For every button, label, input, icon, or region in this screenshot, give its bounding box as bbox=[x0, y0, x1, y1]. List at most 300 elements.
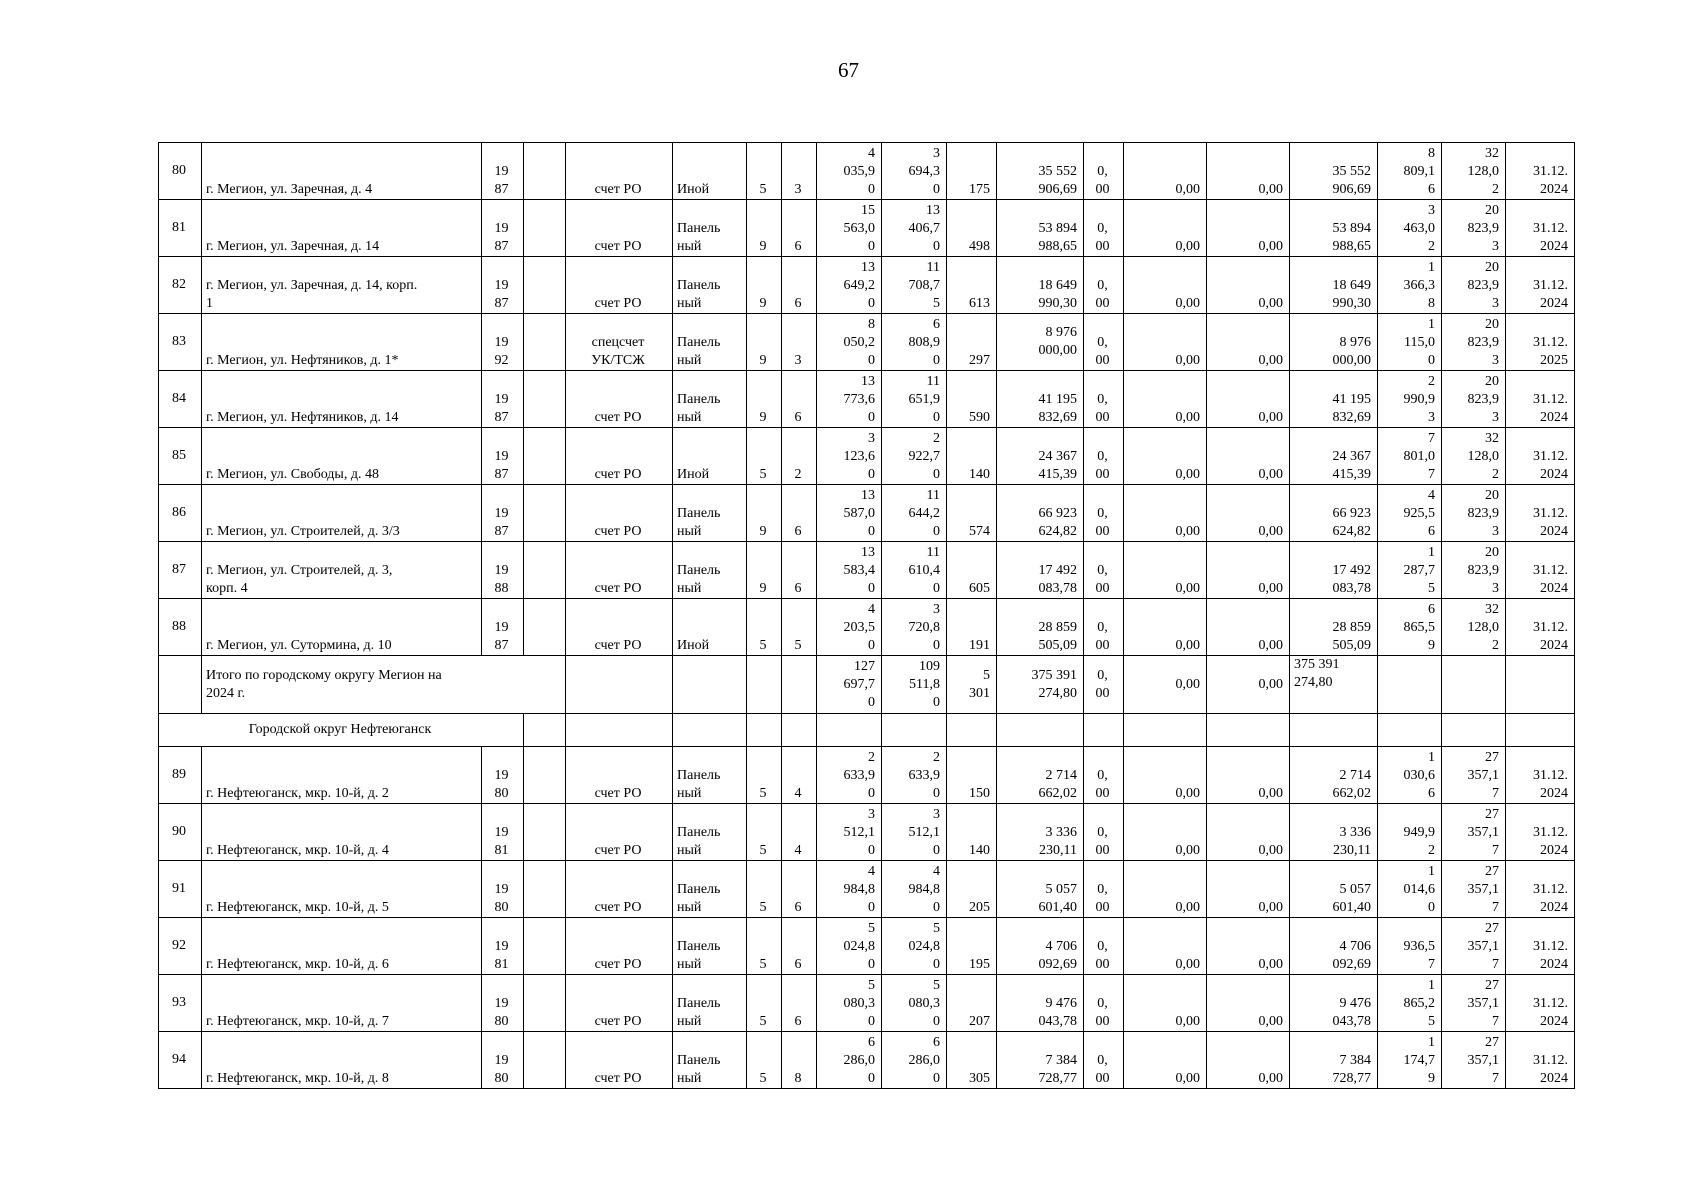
account-cell-line: счет РО bbox=[594, 182, 642, 197]
owners-funds-cell-line: 832,69 bbox=[1332, 410, 1371, 425]
deadline-cell-line: 31.12. bbox=[1533, 392, 1568, 407]
unit-cost-cell-line: 990,9 bbox=[1403, 392, 1435, 407]
empty-cell bbox=[817, 714, 882, 747]
wall-material-cell bbox=[673, 804, 747, 861]
total-area-cell bbox=[817, 975, 882, 1032]
living-area-cell-line: 708,7 bbox=[908, 278, 940, 293]
local-budget-cell: 0,00 bbox=[1207, 257, 1290, 314]
wall-material-cell bbox=[673, 200, 747, 257]
wall-material-cell-line: Панель bbox=[677, 939, 721, 954]
empty-cell bbox=[1207, 714, 1290, 747]
wall-material-cell-line: ный bbox=[677, 1014, 702, 1029]
living-area-cell bbox=[882, 656, 947, 714]
residents-cell: 574 bbox=[947, 485, 997, 542]
fund-cell bbox=[1084, 804, 1124, 861]
unit-cost-cell bbox=[1378, 542, 1442, 599]
total-area-cell-line: 0 bbox=[868, 410, 875, 425]
empty-cell bbox=[524, 485, 566, 542]
total-row bbox=[159, 656, 1575, 714]
total-area-cell-line: 984,8 bbox=[843, 882, 875, 897]
max-unit-cost-cell bbox=[1442, 143, 1506, 200]
local-budget-cell: 0,00 bbox=[1207, 542, 1290, 599]
wall-material-cell bbox=[673, 918, 747, 975]
max-unit-cost-cell-line: 20 bbox=[1485, 203, 1499, 218]
year-cell-line: 19 bbox=[494, 939, 509, 954]
owners-funds-cell bbox=[1290, 428, 1378, 485]
entrances-cell: 6 bbox=[782, 485, 817, 542]
cost-cell-line: 415,39 bbox=[1038, 467, 1077, 482]
cost-cell-line: 375 391 bbox=[1031, 667, 1077, 683]
year-cell bbox=[482, 485, 524, 542]
owners-funds-cell bbox=[1290, 200, 1378, 257]
cost-cell-line: 18 649 bbox=[1038, 278, 1077, 293]
address-cell bbox=[202, 861, 482, 918]
living-area-cell-line: 0 bbox=[933, 638, 940, 653]
cost-cell-line: 906,69 bbox=[1038, 182, 1077, 197]
address-cell-line: г. Мегион, ул. Сутормина, д. 10 bbox=[206, 638, 392, 653]
address-cell-line: г. Нефтеюганск, мкр. 10-й, д. 7 bbox=[206, 1014, 389, 1029]
cost-cell-line: 9 476 bbox=[1045, 996, 1077, 1011]
living-area-cell bbox=[882, 428, 947, 485]
living-area-cell bbox=[882, 975, 947, 1032]
deadline-cell-line: 31.12. bbox=[1533, 335, 1568, 350]
account-cell-line: счет РО bbox=[594, 786, 642, 801]
living-area-cell-line: 13 bbox=[926, 203, 940, 218]
unit-cost-cell-line: 6 bbox=[1428, 786, 1435, 801]
fund-cell-line: 00 bbox=[1095, 638, 1110, 653]
unit-cost-cell bbox=[1378, 485, 1442, 542]
account-cell bbox=[566, 918, 673, 975]
wall-material-cell bbox=[673, 975, 747, 1032]
owners-funds-cell bbox=[1290, 485, 1378, 542]
address-cell bbox=[202, 804, 482, 861]
fund-cell bbox=[1084, 1032, 1124, 1089]
max-unit-cost-cell-line: 3 bbox=[1492, 239, 1499, 254]
row-number: 92 bbox=[159, 918, 202, 975]
total-area-cell-line: 123,6 bbox=[843, 449, 875, 464]
year-cell-line: 92 bbox=[494, 353, 509, 368]
deadline-cell-line: 2024 bbox=[1540, 786, 1568, 801]
living-area-cell bbox=[882, 599, 947, 656]
wall-material-cell bbox=[673, 314, 747, 371]
table-row bbox=[159, 599, 1575, 656]
max-unit-cost-cell-line: 7 bbox=[1492, 957, 1499, 972]
empty-cell bbox=[524, 200, 566, 257]
empty-cell bbox=[1506, 714, 1575, 747]
max-unit-cost-cell-line: 823,9 bbox=[1467, 335, 1499, 350]
unit-cost-cell-line: 865,2 bbox=[1403, 996, 1435, 1011]
wall-material-cell-line: ный bbox=[677, 410, 702, 425]
living-area-cell-line: 0 bbox=[933, 786, 940, 801]
year-cell bbox=[482, 747, 524, 804]
account-cell-line: УК/ТСЖ bbox=[591, 353, 645, 368]
deadline-cell-line: 31.12. bbox=[1533, 1053, 1568, 1068]
empty-cell bbox=[747, 714, 782, 747]
empty-cell bbox=[524, 747, 566, 804]
max-unit-cost-cell-line: 20 bbox=[1485, 374, 1499, 389]
owners-funds-cell-line: 4 706 bbox=[1339, 939, 1371, 954]
residents-cell: 297 bbox=[947, 314, 997, 371]
fund-cell-line: 0, bbox=[1097, 939, 1108, 954]
residents-cell bbox=[947, 656, 997, 714]
living-area-cell bbox=[882, 1032, 947, 1089]
year-cell-line: 80 bbox=[494, 786, 509, 801]
cost-cell bbox=[997, 599, 1084, 656]
living-area-cell-line: 0 bbox=[933, 410, 940, 425]
deadline-cell-line: 2024 bbox=[1540, 410, 1568, 425]
total-area-cell-line: 127 bbox=[854, 658, 875, 674]
max-unit-cost-cell-line: 357,1 bbox=[1467, 825, 1499, 840]
year-cell-line: 81 bbox=[494, 843, 509, 858]
empty-cell bbox=[1084, 714, 1124, 747]
table-row bbox=[159, 1032, 1575, 1089]
living-area-cell-line: 651,9 bbox=[908, 392, 940, 407]
max-unit-cost-cell bbox=[1442, 1032, 1506, 1089]
empty-cell bbox=[673, 656, 747, 714]
deadline-cell-line: 2024 bbox=[1540, 957, 1568, 972]
living-area-cell bbox=[882, 747, 947, 804]
max-unit-cost-cell bbox=[1442, 542, 1506, 599]
deadline-cell bbox=[1506, 804, 1575, 861]
wall-material-cell-line: ный bbox=[677, 843, 702, 858]
deadline-cell bbox=[1506, 861, 1575, 918]
entrances-cell: 6 bbox=[782, 975, 817, 1032]
deadline-cell-line: 31.12. bbox=[1533, 996, 1568, 1011]
table-row bbox=[159, 975, 1575, 1032]
cost-cell-line: 66 923 bbox=[1038, 506, 1077, 521]
total-area-cell-line: 080,3 bbox=[843, 996, 875, 1011]
total-area-cell-line: 512,1 bbox=[843, 825, 875, 840]
local-budget-cell: 0,00 bbox=[1207, 656, 1290, 714]
account-cell bbox=[566, 143, 673, 200]
cost-cell-line: 505,09 bbox=[1038, 638, 1077, 653]
unit-cost-cell-line: 0 bbox=[1428, 900, 1435, 915]
unit-cost-cell-line: 6 bbox=[1428, 182, 1435, 197]
max-unit-cost-cell-line: 823,9 bbox=[1467, 278, 1499, 293]
living-area-cell bbox=[882, 804, 947, 861]
budget-cell: 0,00 bbox=[1124, 314, 1207, 371]
deadline-cell-line: 2024 bbox=[1540, 1071, 1568, 1086]
wall-material-cell bbox=[673, 428, 747, 485]
owners-funds-cell bbox=[1290, 975, 1378, 1032]
unit-cost-cell bbox=[1378, 804, 1442, 861]
owners-funds-cell bbox=[1290, 143, 1378, 200]
empty-cell bbox=[159, 656, 202, 714]
local-budget-cell: 0,00 bbox=[1207, 371, 1290, 428]
owners-funds-cell-line: 41 195 bbox=[1332, 392, 1371, 407]
residents-cell: 207 bbox=[947, 975, 997, 1032]
fund-cell-line: 0, bbox=[1097, 1053, 1108, 1068]
unit-cost-cell bbox=[1378, 599, 1442, 656]
deadline-cell-line: 2024 bbox=[1540, 239, 1568, 254]
deadline-cell-line: 31.12. bbox=[1533, 563, 1568, 578]
wall-material-cell bbox=[673, 371, 747, 428]
year-cell bbox=[482, 861, 524, 918]
wall-material-cell-line: Панель bbox=[677, 1053, 721, 1068]
floors-cell: 5 bbox=[747, 599, 782, 656]
living-area-cell bbox=[882, 200, 947, 257]
address-cell bbox=[202, 975, 482, 1032]
fund-cell-line: 0, bbox=[1097, 449, 1108, 464]
cost-cell-line: 832,69 bbox=[1038, 410, 1077, 425]
account-cell bbox=[566, 428, 673, 485]
account-cell-line: счет РО bbox=[594, 900, 642, 915]
cost-cell-line: 3 336 bbox=[1045, 825, 1077, 840]
living-area-cell-line: 109 bbox=[919, 658, 940, 674]
year-cell bbox=[482, 371, 524, 428]
cost-cell bbox=[997, 200, 1084, 257]
deadline-cell bbox=[1506, 1032, 1575, 1089]
fund-cell bbox=[1084, 542, 1124, 599]
max-unit-cost-cell-line: 128,0 bbox=[1467, 449, 1499, 464]
unit-cost-cell-line: 9 bbox=[1428, 1071, 1435, 1086]
register-table bbox=[158, 142, 1575, 1089]
living-area-cell-line: 0 bbox=[933, 843, 940, 858]
deadline-cell-line: 31.12. bbox=[1533, 164, 1568, 179]
wall-material-cell-line: Панель bbox=[677, 563, 721, 578]
wall-material-cell-line: ный bbox=[677, 296, 702, 311]
total-area-cell bbox=[817, 257, 882, 314]
budget-cell: 0,00 bbox=[1124, 200, 1207, 257]
max-unit-cost-cell-line: 357,1 bbox=[1467, 939, 1499, 954]
row-number: 84 bbox=[159, 371, 202, 428]
total-area-cell-line: 2 bbox=[868, 750, 875, 765]
max-unit-cost-cell-line: 32 bbox=[1485, 146, 1499, 161]
max-unit-cost-cell bbox=[1442, 200, 1506, 257]
budget-cell: 0,00 bbox=[1124, 599, 1207, 656]
fund-cell-line: 0, bbox=[1097, 825, 1108, 840]
owners-funds-cell-line: 000,00 bbox=[1332, 353, 1371, 368]
address-cell-line: г. Нефтеюганск, мкр. 10-й, д. 5 bbox=[206, 900, 389, 915]
account-cell bbox=[566, 257, 673, 314]
max-unit-cost-cell-line: 20 bbox=[1485, 317, 1499, 332]
wall-material-cell bbox=[673, 861, 747, 918]
floors-cell: 5 bbox=[747, 918, 782, 975]
living-area-cell-line: 512,1 bbox=[908, 825, 940, 840]
floors-cell: 9 bbox=[747, 314, 782, 371]
cost-cell bbox=[997, 804, 1084, 861]
row-number: 94 bbox=[159, 1032, 202, 1089]
total-label-line: Итого по городскому округу Мегион на bbox=[206, 667, 442, 683]
total-area-cell bbox=[817, 804, 882, 861]
entrances-cell: 3 bbox=[782, 143, 817, 200]
year-cell bbox=[482, 599, 524, 656]
cost-cell-line: 000,00 bbox=[1038, 343, 1077, 358]
budget-cell: 0,00 bbox=[1124, 143, 1207, 200]
total-area-cell bbox=[817, 861, 882, 918]
owners-funds-cell bbox=[1290, 371, 1378, 428]
local-budget-cell: 0,00 bbox=[1207, 143, 1290, 200]
living-area-cell-line: 0 bbox=[933, 239, 940, 254]
entrances-cell: 8 bbox=[782, 1032, 817, 1089]
wall-material-cell-line: Панель bbox=[677, 506, 721, 521]
deadline-cell-line: 31.12. bbox=[1533, 939, 1568, 954]
empty-cell bbox=[524, 1032, 566, 1089]
account-cell bbox=[566, 861, 673, 918]
fund-cell bbox=[1084, 143, 1124, 200]
table-row bbox=[159, 918, 1575, 975]
total-area-cell-line: 13 bbox=[861, 374, 875, 389]
total-area-cell-line: 773,6 bbox=[843, 392, 875, 407]
living-area-cell-line: 0 bbox=[933, 900, 940, 915]
unit-cost-cell-line: 801,0 bbox=[1403, 449, 1435, 464]
fund-cell-line: 0, bbox=[1097, 996, 1108, 1011]
unit-cost-cell-line: 7 bbox=[1428, 431, 1435, 446]
max-unit-cost-cell-line: 7 bbox=[1492, 786, 1499, 801]
fund-cell-line: 0, bbox=[1097, 506, 1108, 521]
max-unit-cost-cell bbox=[1442, 428, 1506, 485]
fund-cell-line: 00 bbox=[1095, 843, 1110, 858]
max-unit-cost-cell-line: 7 bbox=[1492, 843, 1499, 858]
owners-funds-cell-line: 53 894 bbox=[1332, 221, 1371, 236]
living-area-cell-line: 406,7 bbox=[908, 221, 940, 236]
row-number: 87 bbox=[159, 542, 202, 599]
deadline-cell bbox=[1506, 485, 1575, 542]
table-row bbox=[159, 257, 1575, 314]
owners-funds-cell bbox=[1290, 861, 1378, 918]
year-cell bbox=[482, 804, 524, 861]
wall-material-cell-line: Иной bbox=[677, 182, 710, 197]
cost-cell bbox=[997, 975, 1084, 1032]
total-area-cell-line: 0 bbox=[868, 467, 875, 482]
address-cell bbox=[202, 257, 482, 314]
deadline-cell-line: 2024 bbox=[1540, 1014, 1568, 1029]
empty-cell bbox=[782, 656, 817, 714]
unit-cost-cell bbox=[1378, 257, 1442, 314]
cost-cell bbox=[997, 542, 1084, 599]
wall-material-cell-line: ный bbox=[677, 1071, 702, 1086]
account-cell-line: счет РО bbox=[594, 239, 642, 254]
living-area-cell bbox=[882, 861, 947, 918]
floors-cell: 5 bbox=[747, 428, 782, 485]
unit-cost-cell-line: 0 bbox=[1428, 353, 1435, 368]
total-area-cell-line: 583,4 bbox=[843, 563, 875, 578]
budget-cell: 0,00 bbox=[1124, 861, 1207, 918]
total-area-cell bbox=[817, 143, 882, 200]
deadline-cell-line: 2024 bbox=[1540, 524, 1568, 539]
unit-cost-cell-line: 1 bbox=[1428, 1035, 1435, 1050]
total-area-cell bbox=[817, 918, 882, 975]
unit-cost-cell-line: 865,5 bbox=[1403, 620, 1435, 635]
unit-cost-cell bbox=[1378, 1032, 1442, 1089]
local-budget-cell: 0,00 bbox=[1207, 975, 1290, 1032]
empty-cell bbox=[1378, 714, 1442, 747]
owners-funds-cell-line: 601,40 bbox=[1332, 900, 1371, 915]
year-cell-line: 19 bbox=[494, 825, 509, 840]
cost-cell-line: 092,69 bbox=[1038, 957, 1077, 972]
wall-material-cell bbox=[673, 257, 747, 314]
owners-funds-cell-line: 728,77 bbox=[1332, 1071, 1371, 1086]
unit-cost-cell-line: 5 bbox=[1428, 581, 1435, 596]
total-area-cell-line: 8 bbox=[868, 317, 875, 332]
max-unit-cost-cell-line: 2 bbox=[1492, 638, 1499, 653]
fund-cell bbox=[1084, 656, 1124, 714]
unit-cost-cell bbox=[1378, 314, 1442, 371]
entrances-cell: 6 bbox=[782, 200, 817, 257]
total-area-cell-line: 0 bbox=[868, 182, 875, 197]
year-cell-line: 19 bbox=[494, 563, 509, 578]
owners-funds-cell-line: 043,78 bbox=[1332, 1014, 1371, 1029]
year-cell-line: 19 bbox=[494, 449, 509, 464]
budget-cell: 0,00 bbox=[1124, 804, 1207, 861]
floors-cell: 9 bbox=[747, 371, 782, 428]
cost-cell-line: 2 714 bbox=[1045, 768, 1077, 783]
empty-cell bbox=[1378, 656, 1442, 714]
year-cell-line: 87 bbox=[494, 467, 509, 482]
cost-cell-line: 728,77 bbox=[1038, 1071, 1077, 1086]
fund-cell bbox=[1084, 314, 1124, 371]
address-cell-line: г. Нефтеюганск, мкр. 10-й, д. 6 bbox=[206, 957, 389, 972]
fund-cell-line: 00 bbox=[1095, 182, 1110, 197]
owners-funds-cell-line: 990,30 bbox=[1332, 296, 1371, 311]
floors-cell: 5 bbox=[747, 975, 782, 1032]
residents-cell: 150 bbox=[947, 747, 997, 804]
owners-funds-cell bbox=[1290, 804, 1378, 861]
empty-cell bbox=[947, 714, 997, 747]
unit-cost-cell bbox=[1378, 975, 1442, 1032]
deadline-cell bbox=[1506, 257, 1575, 314]
table-row bbox=[159, 200, 1575, 257]
wall-material-cell-line: ный bbox=[677, 786, 702, 801]
year-cell-line: 19 bbox=[494, 768, 509, 783]
owners-funds-cell-line: 7 384 bbox=[1339, 1053, 1371, 1068]
residents-cell: 205 bbox=[947, 861, 997, 918]
cost-cell-line: 274,80 bbox=[1038, 685, 1077, 701]
wall-material-cell-line: ный bbox=[677, 900, 702, 915]
total-label bbox=[202, 656, 566, 714]
row-number: 82 bbox=[159, 257, 202, 314]
empty-cell bbox=[524, 975, 566, 1032]
living-area-cell bbox=[882, 485, 947, 542]
living-area-cell-line: 610,4 bbox=[908, 563, 940, 578]
deadline-cell bbox=[1506, 371, 1575, 428]
floors-cell: 5 bbox=[747, 143, 782, 200]
budget-cell: 0,00 bbox=[1124, 656, 1207, 714]
budget-cell: 0,00 bbox=[1124, 485, 1207, 542]
row-number: 86 bbox=[159, 485, 202, 542]
cost-cell-line: 17 492 bbox=[1038, 563, 1077, 578]
living-area-cell-line: 11 bbox=[926, 545, 940, 560]
max-unit-cost-cell bbox=[1442, 314, 1506, 371]
unit-cost-cell-line: 2 bbox=[1428, 843, 1435, 858]
local-budget-cell: 0,00 bbox=[1207, 918, 1290, 975]
max-unit-cost-cell-line: 357,1 bbox=[1467, 996, 1499, 1011]
owners-funds-cell-line: 8 976 bbox=[1339, 335, 1371, 350]
empty-cell bbox=[566, 656, 673, 714]
budget-cell: 0,00 bbox=[1124, 428, 1207, 485]
max-unit-cost-cell bbox=[1442, 861, 1506, 918]
owners-funds-cell-line: 66 923 bbox=[1332, 506, 1371, 521]
table-row bbox=[159, 314, 1575, 371]
year-cell-line: 19 bbox=[494, 996, 509, 1011]
account-cell bbox=[566, 200, 673, 257]
total-area-cell-line: 4 bbox=[868, 146, 875, 161]
empty-cell bbox=[882, 714, 947, 747]
unit-cost-cell-line: 463,0 bbox=[1403, 221, 1435, 236]
owners-funds-cell bbox=[1290, 918, 1378, 975]
unit-cost-cell bbox=[1378, 918, 1442, 975]
address-cell bbox=[202, 371, 482, 428]
row-number: 81 bbox=[159, 200, 202, 257]
wall-material-cell-line: Панель bbox=[677, 278, 721, 293]
max-unit-cost-cell-line: 3 bbox=[1492, 524, 1499, 539]
fund-cell bbox=[1084, 428, 1124, 485]
max-unit-cost-cell-line: 27 bbox=[1485, 807, 1499, 822]
table-row bbox=[159, 371, 1575, 428]
owners-funds-cell bbox=[1290, 747, 1378, 804]
unit-cost-cell-line: 1 bbox=[1428, 260, 1435, 275]
wall-material-cell-line: ный bbox=[677, 239, 702, 254]
